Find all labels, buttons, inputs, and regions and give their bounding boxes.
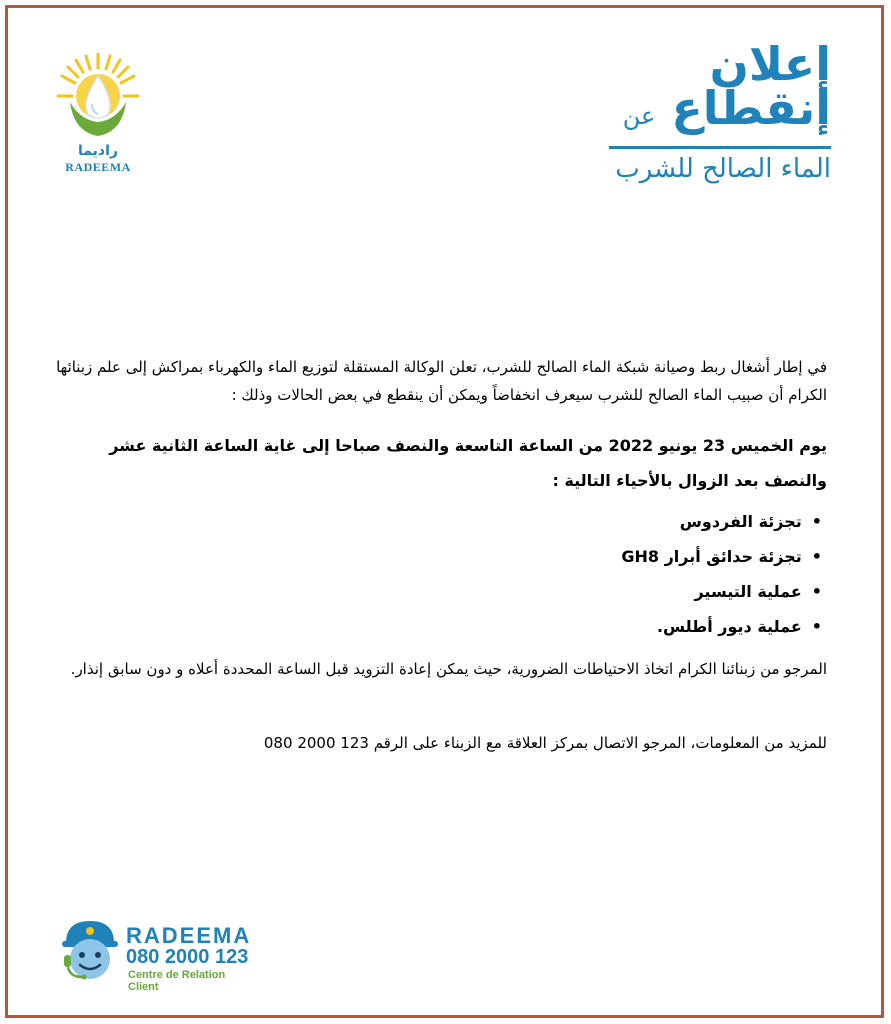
intro-paragraph: في إطار أشغال ربط وصيانة شبكة الماء الصالح للشرب، تعلن الوكالة المستقلة لتوزيع الماء والكهرباء بمراكش إلى علم زبنائها الكرام أن صبيب الماء الصالح للشرب سيعرف انخفاضاً ويمكن أن ينقطع في بعض الحالات وذلك : (56, 358, 827, 404)
request-paragraph: المرجو من زبنائنا الكرام اتخاذ الاحتياطات الضرورية، حيث يمكن إعادة التزويد قبل الساعة المحددة أعلاه و دون سابق إنذار. (70, 660, 827, 678)
client-center-brand: RADEEMA (126, 923, 252, 948)
title-line-3: الماء الصالح للشرب (615, 154, 831, 184)
client-center-subtitle: Centre de Relation Client (128, 969, 226, 993)
areas-list (52, 504, 822, 644)
list-item: •عملية ديور أطلس. (656, 617, 822, 636)
list-item: •تجزئة حدائق أبرار GH8 (621, 547, 822, 566)
agent-mascot-icon (58, 915, 122, 983)
list-item: •عملية التيسير (694, 582, 822, 601)
logo-arabic-name: راديما (78, 143, 118, 159)
title-line-1: إعلان (709, 37, 831, 91)
list-item: •تجزئة الفردوس (679, 512, 822, 531)
client-center-logo (58, 915, 258, 993)
radeema-logo (56, 50, 140, 176)
notice-title (601, 37, 831, 187)
title-line-2 (601, 81, 831, 138)
client-center-phone: 080 2000 123 (126, 946, 249, 968)
title-divider (609, 146, 831, 149)
title-line-2-prefix: عن (622, 102, 656, 130)
contact-paragraph: للمزيد من المعلومات، المرجو الاتصال بمركز العلاقة مع الزبناء على الرقم 123 2000 080 (263, 734, 827, 752)
sun-drop-icon (56, 50, 140, 142)
logo-latin-name: RADEEMA (65, 160, 131, 174)
title-line-2-main: إنقطاع (671, 81, 831, 135)
date-paragraph: يوم الخميس 23 يونيو 2022 من الساعة التاسعة والنصف صباحا إلى غاية الساعة الثانية عشر والنصف بعد الزوال بالأحياء التالية : (109, 436, 827, 490)
